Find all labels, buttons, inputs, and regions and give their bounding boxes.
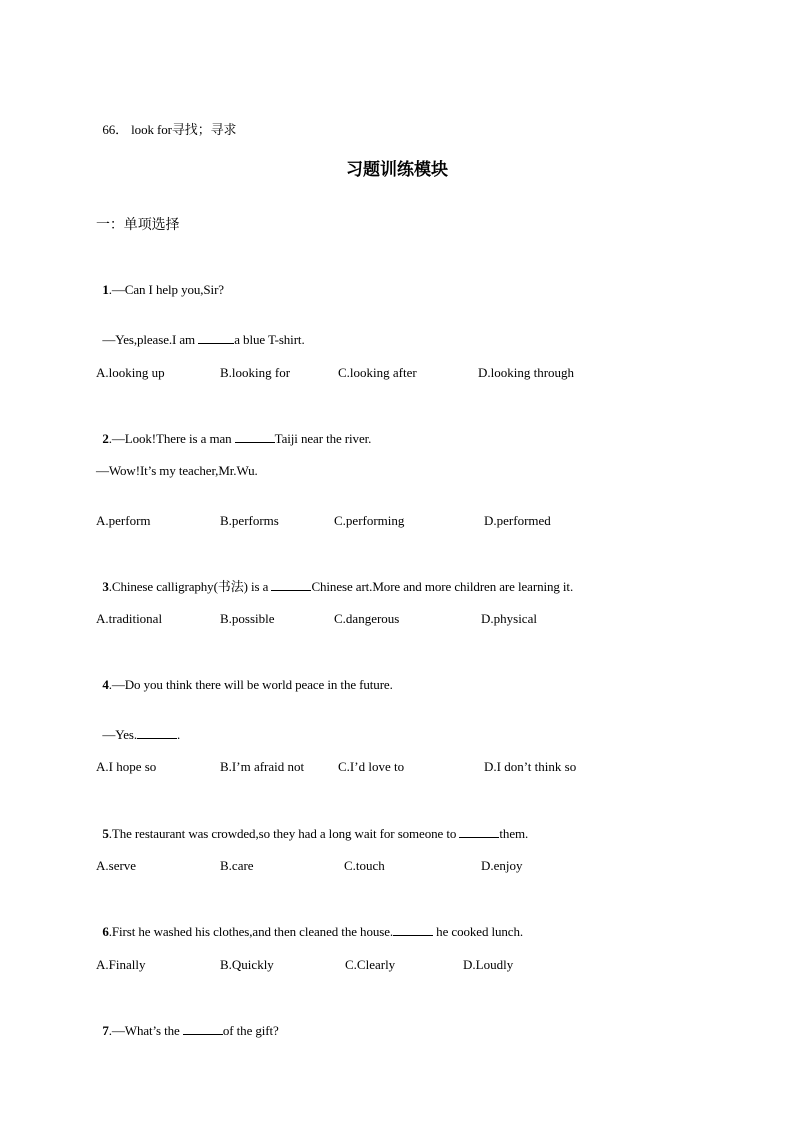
question-5-stem [96,809,528,842]
question-3-stem [96,562,573,595]
question-text: Taiji near the river. [274,431,372,446]
section-heading: 一：单项选择 [96,217,180,233]
option-a: A.I hope so [96,759,157,774]
question-text: .—Can I help you,Sir? [108,282,224,297]
page-title: 习题训练模块 [346,160,448,180]
option-b: B.performs [220,513,279,528]
answer-blank [137,726,177,739]
option-a: A.serve [96,858,137,873]
vocab-number: 66． [102,122,129,137]
option-a: A.perform [96,513,151,528]
option-c: C.I’d love to [338,759,405,774]
answer-blank [183,1022,223,1035]
question-text: .—Look!There is a man [108,431,235,446]
question-text: of the gift? [222,1023,279,1038]
option-a: A.Finally [96,957,146,972]
answer-blank [393,923,433,936]
answer-blank [459,825,499,838]
question-number: 4 [102,677,109,692]
question-2-stem [96,414,371,447]
question-number: 1 [102,282,109,297]
option-b: B.I’m afraid not [220,759,305,774]
question-7-stem [96,1006,279,1039]
question-6-stem [96,907,523,940]
option-b: B.looking for [220,365,291,380]
vocab-item-66 [96,106,236,139]
option-d: D.physical [481,611,537,626]
option-c: C.performing [334,513,405,528]
option-b: B.Quickly [220,957,274,972]
question-1-response [96,315,305,348]
question-text: .First he washed his clothes,and then cleaned the house. [108,924,394,939]
question-text: he cooked lunch. [433,924,524,939]
question-2-response: —Wow!It’s my teacher,Mr.Wu. [96,463,258,478]
option-d: D.Loudly [463,957,514,972]
option-d: D.performed [484,513,551,528]
answer-blank [235,430,275,443]
question-text: .Chinese calligraphy(书法) is a [108,579,272,594]
question-1-stem [96,266,224,298]
question-text: .The restaurant was crowded,so they had a long wait for someone to [108,826,460,841]
question-text: them. [499,826,529,841]
question-text: .—What’s the [108,1023,183,1038]
question-text: Chinese art.More and more children are learning it. [311,579,574,594]
response-text: —Yes. [102,727,137,742]
option-c: C.touch [344,858,385,873]
question-number: 5 [102,826,109,841]
option-d: D.enjoy [481,858,523,873]
answer-blank [198,331,234,344]
question-number: 3 [102,579,109,594]
question-4-response [96,710,180,743]
option-c: C.looking after [338,365,417,380]
option-b: B.possible [220,611,275,626]
response-text: a blue T-shirt. [234,332,305,347]
option-a: A.looking up [96,365,165,380]
question-4-stem [96,661,393,693]
question-number: 2 [102,431,109,446]
option-c: C.Clearly [345,957,396,972]
option-c: C.dangerous [334,611,400,626]
option-d: D.looking through [478,365,575,380]
vocab-phrase: look for [131,122,172,137]
question-number: 6 [102,924,109,939]
vocab-meaning: 寻找；寻求 [171,123,237,138]
option-d: D.I don’t think so [484,759,577,774]
response-text: —Yes,please.I am [102,332,199,347]
question-text: .—Do you think there will be world peace in the future. [108,677,393,692]
option-b: B.care [220,858,254,873]
answer-blank [271,578,311,591]
question-number: 7 [102,1023,109,1038]
response-text: . [176,727,181,742]
option-a: A.traditional [96,611,163,626]
